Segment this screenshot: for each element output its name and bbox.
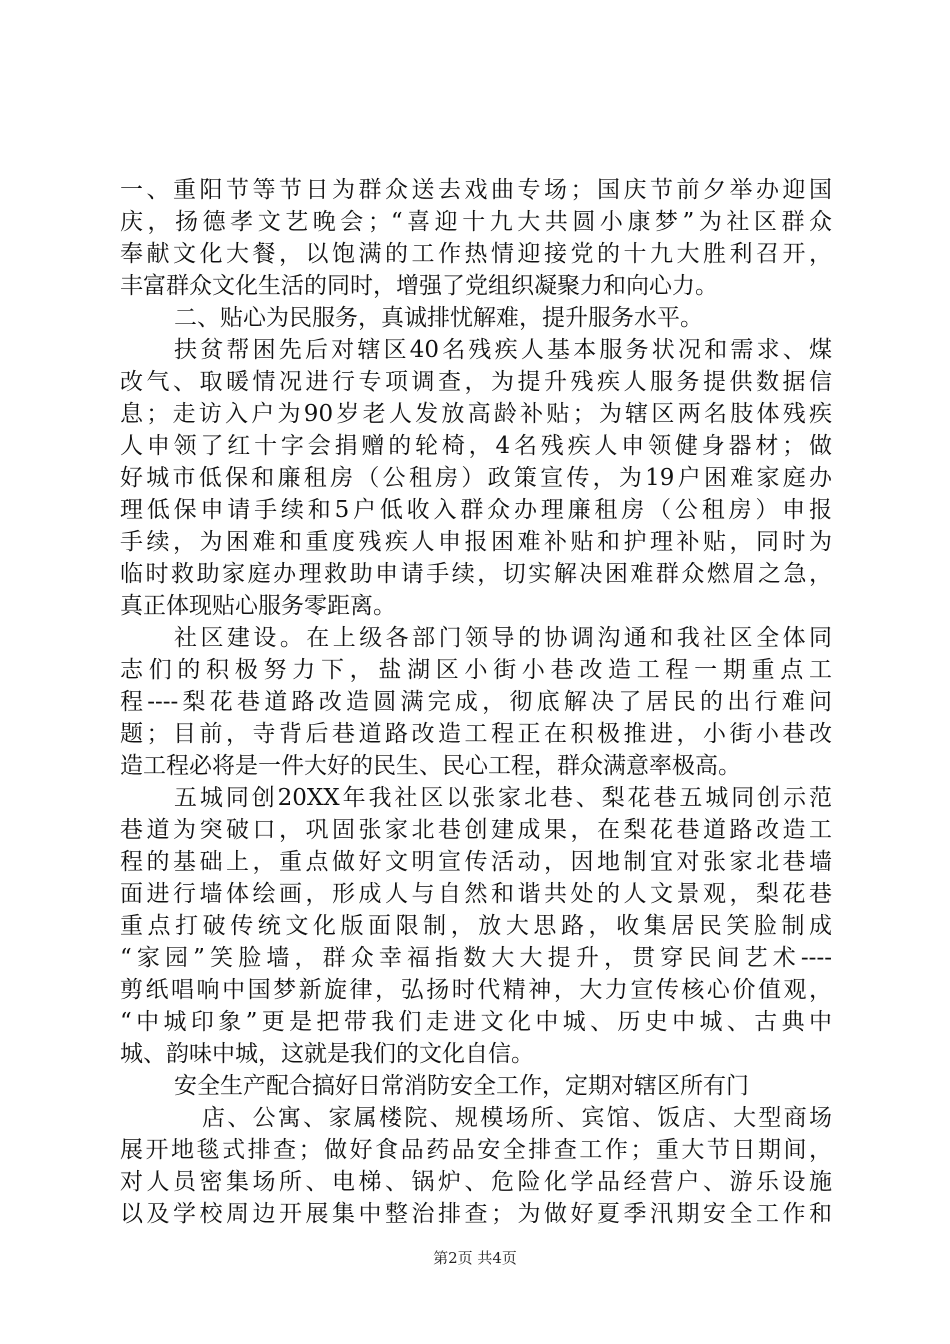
page-footer: 第2页 共4页 [433,1249,517,1267]
document-body [120,174,832,1230]
text-line: “家园”笑脸墙，群众幸福指数大大提升，贯穿民间艺术---- [120,945,832,971]
text-line: 真正体现贴心服务零距离。 [120,593,396,619]
text-line: 安全生产配合搞好日常消防安全工作，定期对辖区所有门 [174,1073,749,1099]
text-line: 重点打破传统文化版面限制，放大思路，收集居民笑脸制成 [120,913,832,939]
text-line: “中城印象”更是把带我们走进文化中城、历史中城、古典中 [120,1009,832,1035]
text-line: 面进行墙体绘画，形成人与自然和谐共处的人文景观，梨花巷 [120,881,832,907]
text-line: 扶贫帮困先后对辖区40名残疾人基本服务状况和需求、煤 [174,337,832,363]
text-line: 程----梨花巷道路改造圆满完成，彻底解决了居民的出行难问 [120,689,832,715]
text-line: 题；目前，寺背后巷道路改造工程正在积极推进，小街小巷改 [120,721,832,747]
text-line: 庆，扬德孝文艺晚会；“喜迎十九大共圆小康梦”为社区群众 [120,209,832,235]
text-line: 剪纸唱响中国梦新旋律，弘扬时代精神，大力宣传核心价值观， [120,977,832,1003]
text-line: 城、韵味中城，这就是我们的文化自信。 [120,1041,534,1067]
text-line: 五城同创20XX年我社区以张家北巷、梨花巷五城同创示范 [174,785,832,811]
text-line: 丰富群众文化生活的同时，增强了党组织凝聚力和向心力。 [120,273,718,299]
text-line: 店、公寓、家属楼院、规模场所、宾馆、饭店、大型商场 [202,1105,832,1131]
text-line: 手续，为困难和重度残疾人申报困难补贴和护理补贴，同时为 [120,529,832,555]
text-line: 二、贴心为民服务，真诚排忧解难，提升服务水平。 [174,305,703,331]
text-line: 巷道为突破口，巩固张家北巷创建成果，在梨花巷道路改造工 [120,817,832,843]
text-line: 人申领了红十字会捐赠的轮椅，4名残疾人申领健身器材；做 [120,433,832,459]
text-line: 改气、取暖情况进行专项调查，为提升残疾人服务提供数据信 [120,369,832,395]
text-line: 息；走访入户为90岁老人发放高龄补贴；为辖区两名肢体残疾 [120,401,832,427]
text-line: 展开地毯式排查；做好食品药品安全排查工作；重大节日期间， [120,1137,832,1163]
text-line: 理低保申请手续和5户低收入群众办理廉租房（公租房）申报 [120,497,832,523]
text-line: 社区建设。在上级各部门领导的协调沟通和我社区全体同 [174,625,832,651]
text-line: 奉献文化大餐，以饱满的工作热情迎接党的十九大胜利召开， [120,241,832,267]
text-line: 对人员密集场所、电梯、锅炉、危险化学品经营户、游乐设施 [120,1169,832,1195]
text-line: 造工程必将是一件大好的民生、民心工程，群众满意率极高。 [120,753,741,779]
text-line: 好城市低保和廉租房（公租房）政策宣传，为19户困难家庭办 [120,465,832,491]
text-line: 志们的积极努力下，盐湖区小街小巷改造工程一期重点工 [120,657,832,683]
text-line: 以及学校周边开展集中整治排查；为做好夏季汛期安全工作和 [120,1201,832,1227]
text-line: 一、重阳节等节日为群众送去戏曲专场；国庆节前夕举办迎国 [120,177,832,203]
text-line: 临时救助家庭办理救助申请手续，切实解决困难群众燃眉之急， [120,561,832,587]
text-line: 程的基础上，重点做好文明宣传活动，因地制宜对张家北巷墙 [120,849,832,875]
